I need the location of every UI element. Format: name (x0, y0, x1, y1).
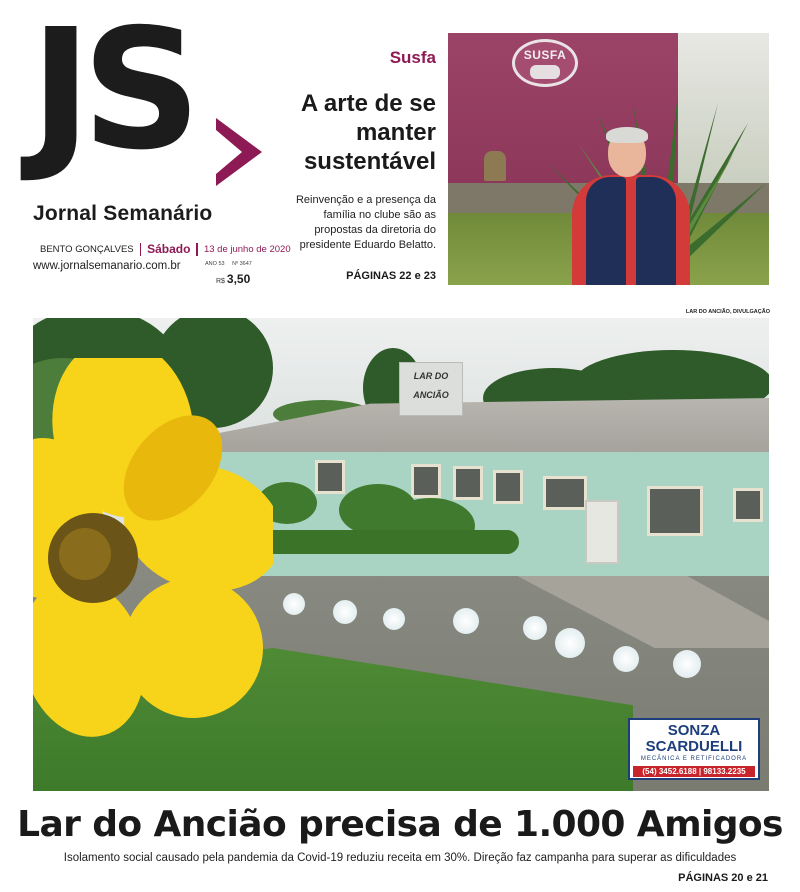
masthead-logo (30, 0, 270, 200)
price-currency: R$ (216, 278, 225, 285)
person-hair (606, 127, 648, 143)
building-sign (399, 362, 463, 416)
top-story-headline[interactable]: A arte de se manter sustentável (300, 90, 436, 175)
ad-subtitle: MECÂNICA E RETIFICADORA (640, 756, 748, 762)
building-window (543, 476, 587, 510)
ad-phone-numbers: (54) 3452.6188 | 98133.2235 (633, 766, 755, 777)
main-story-pages: PÁGINAS 20 e 21 (678, 872, 768, 884)
top-story-summary: Reinvenção e a presença da família no clube são as propostas da diretoria do presidente Eduardo Belatto. (295, 194, 436, 251)
building-door (585, 500, 619, 564)
building-window (315, 460, 345, 494)
building-window (647, 486, 703, 536)
building-window (453, 466, 483, 500)
dateline-divider (140, 243, 142, 256)
cactus-pot (484, 151, 506, 181)
handshake-icon (530, 65, 560, 79)
person-vest-left (586, 177, 626, 285)
main-story-photo[interactable] (33, 318, 769, 791)
white-flower (673, 650, 701, 678)
main-story-deck: Isolamento social causado pela pandemia da Covid-19 reduziu receita em 30%. Direção faz campanha para superar as dificuldades (63, 852, 737, 864)
cover-price (216, 272, 250, 286)
white-flower (523, 616, 547, 640)
dateline-divider (196, 243, 198, 256)
building-window (411, 464, 441, 498)
website-link[interactable]: www.jornalsemanario.com.br (33, 260, 181, 272)
logo-monogram: JS (30, 0, 192, 187)
photo-credit: LAR DO ANCIÃO, DIVULGAÇÃO (685, 309, 770, 315)
building-window (493, 470, 523, 504)
club-sign (512, 39, 578, 87)
newspaper-name: Jornal Semanário (33, 202, 213, 225)
dateline-date: 13 de junho de 2020 (203, 243, 291, 255)
white-flower (453, 608, 479, 634)
ad-name-line1: SONZA (667, 722, 721, 739)
ad-name-line2: SCARDUELLI (645, 738, 743, 755)
main-story-headline[interactable]: Lar do Ancião precisa de 1.000 Amigos (17, 804, 783, 845)
top-story-pages: PÁGINAS 22 e 23 (346, 270, 436, 282)
building-sign-line2: ANCIÃO (413, 390, 449, 400)
top-story-photo[interactable] (448, 33, 769, 285)
edition-number: Nº 3647 (232, 261, 252, 267)
building-sign-line1: LAR DO (413, 371, 449, 381)
dateline-day: Sábado (147, 242, 191, 256)
top-story-kicker[interactable]: Susfa (389, 48, 436, 67)
building-window (733, 488, 763, 522)
dateline (40, 242, 291, 256)
white-flower (333, 600, 357, 624)
club-sign-text: SUSFA (523, 48, 567, 62)
white-flower (383, 608, 405, 630)
edition-year: ANO 53 (205, 261, 225, 267)
price-value: 3,50 (226, 272, 251, 286)
white-flower (613, 646, 639, 672)
dateline-city: BENTO GONÇALVES (40, 243, 134, 255)
sonza-scarduelli-ad[interactable] (628, 718, 760, 780)
white-flower (555, 628, 585, 658)
white-flower (283, 593, 305, 615)
edition-info (205, 261, 258, 267)
yellow-flower (33, 358, 273, 738)
person-vest-right (636, 177, 676, 285)
